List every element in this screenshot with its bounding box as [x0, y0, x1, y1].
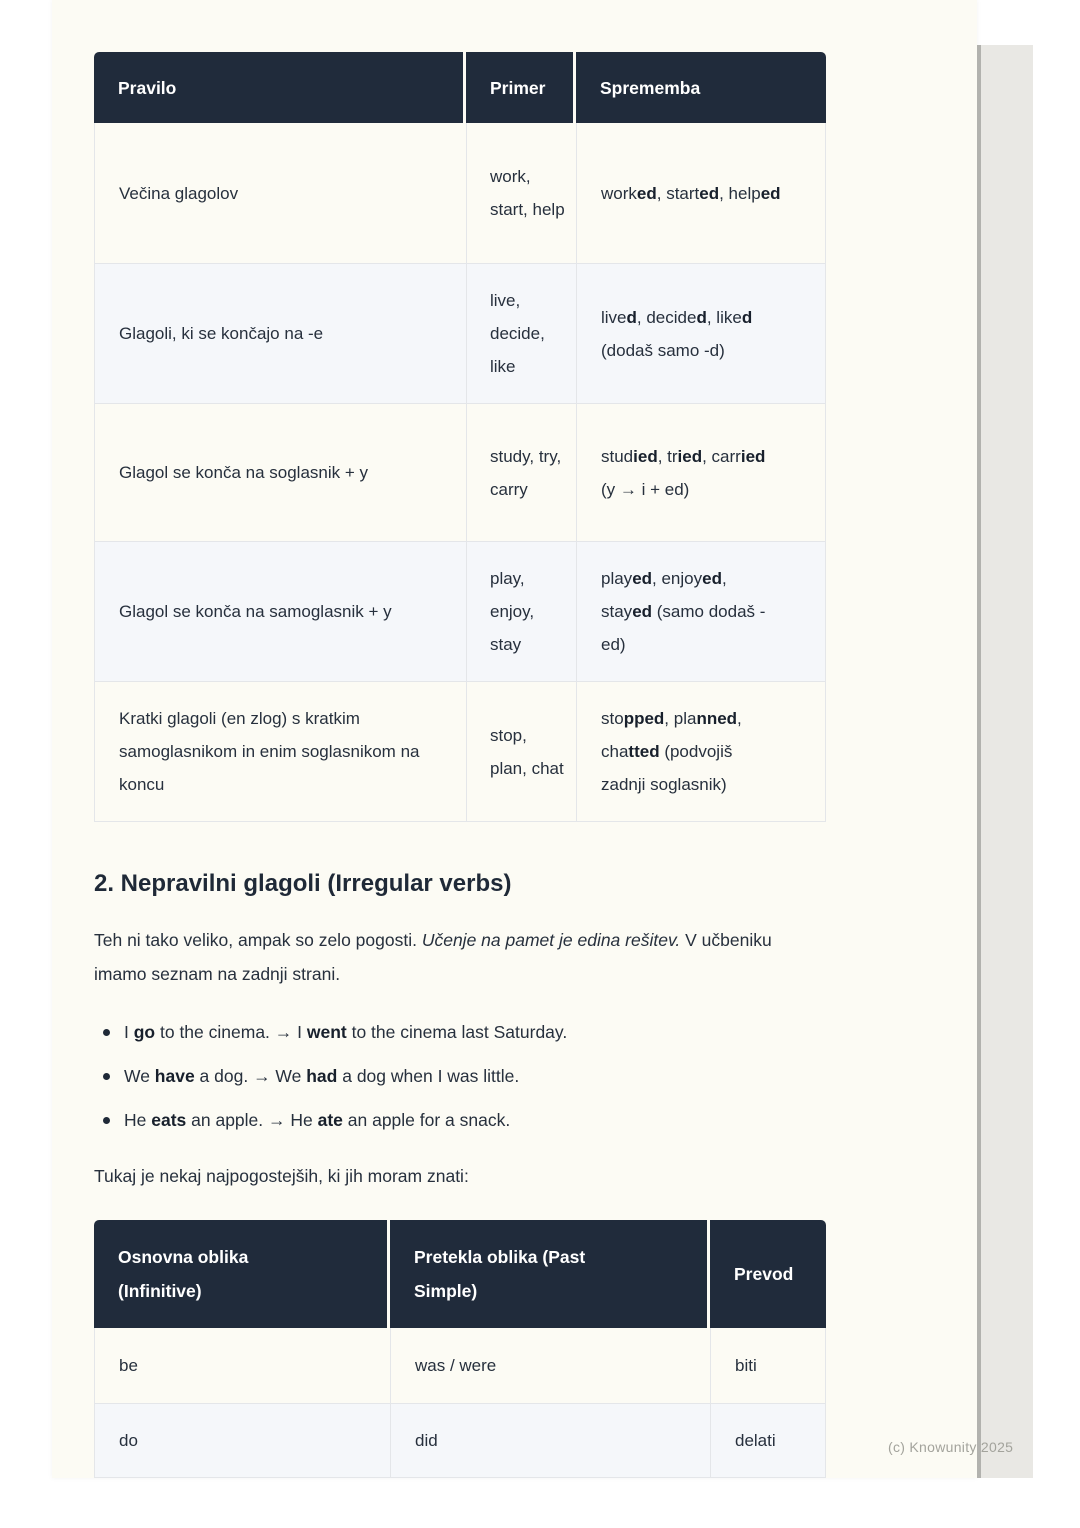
infinitive-cell: do — [95, 1404, 391, 1477]
translation-cell: delati — [735, 1431, 776, 1450]
list-item — [94, 1103, 826, 1137]
table-row — [95, 541, 825, 681]
scrollbar-track[interactable] — [977, 45, 1033, 1478]
page-content — [94, 52, 826, 1478]
rule-cell: Glagol se konča na samoglasnik + y — [95, 542, 467, 681]
intro-paragraph: Teh ni tako veliko, ampak so zelo pogosti. Učenje na pamet je edina rešitev. V učbeniku imamo seznam na zadnji strani. — [94, 930, 772, 984]
example-sentence: He eats an apple. → He ate an apple for a snack. — [124, 1110, 511, 1130]
example-cell: stop, plan, chat — [467, 682, 577, 821]
bullet-icon — [103, 1073, 110, 1080]
change-cell: played, enjoyed, stayed (samo dodaš -ed) — [601, 569, 766, 654]
infinitive-cell: be — [95, 1328, 391, 1403]
rule-cell: Glagoli, ki se končajo na -e — [95, 264, 467, 403]
table-row — [95, 123, 825, 263]
rules-table — [94, 52, 826, 822]
table-row — [95, 403, 825, 541]
change-cell: stopped, planned, chatted (podvojiš zadnji soglasnik) — [601, 709, 742, 794]
past-cell: was / were — [391, 1328, 711, 1403]
table-row — [95, 1328, 825, 1403]
column-header-infinitive: Osnovna oblika (Infinitive) — [94, 1220, 390, 1328]
example-sentence-list — [94, 1015, 826, 1137]
change-cell: worked, started, helped — [601, 183, 781, 203]
table-row — [95, 681, 825, 821]
example-cell: work, start, help — [467, 123, 577, 263]
verbs-table-body — [94, 1328, 826, 1478]
example-cell: play, enjoy, stay — [467, 542, 577, 681]
rule-cell: Glagol se konča na soglasnik + y — [95, 404, 467, 541]
example-cell: live, decide, like — [467, 264, 577, 403]
verbs-table — [94, 1220, 826, 1478]
rule-cell: Kratki glagoli (en zlog) s kratkim samoglasnikom in enim soglasnikom na koncu — [95, 682, 467, 821]
example-sentence: I go to the cinema. → I went to the cinema last Saturday. — [124, 1022, 568, 1042]
column-header-prevod: Prevod — [710, 1220, 826, 1328]
lead-out-paragraph: Tukaj je nekaj najpogostejših, ki jih moram znati: — [94, 1166, 469, 1186]
list-item — [94, 1059, 826, 1093]
watermark-text: (c) Knowunity 2025 — [888, 1439, 1014, 1455]
rules-table-body — [94, 123, 826, 822]
column-header-sprememba: Sprememba — [576, 52, 826, 123]
verbs-table-header-row — [94, 1220, 826, 1328]
section-heading: 2. Nepravilni glagoli (Irregular verbs) — [94, 870, 512, 897]
rule-cell: Večina glagolov — [95, 123, 467, 263]
table-row — [95, 1403, 825, 1477]
column-header-past-simple: Pretekla oblika (Past Simple) — [390, 1220, 710, 1328]
list-item — [94, 1015, 826, 1049]
change-cell: lived, decided, liked (dodaš samo -d) — [601, 307, 753, 360]
translation-cell: biti — [735, 1356, 757, 1375]
document-page — [52, 0, 977, 1478]
change-cell: studied, tried, carried (y → i + ed) — [601, 446, 766, 499]
example-sentence: We have a dog. → We had a dog when I was little. — [124, 1066, 520, 1086]
table-row — [95, 263, 825, 403]
bullet-icon — [103, 1117, 110, 1124]
example-cell: study, try, carry — [467, 404, 577, 541]
bullet-icon — [103, 1029, 110, 1036]
column-header-primer: Primer — [466, 52, 576, 123]
column-header-pravilo: Pravilo — [94, 52, 466, 123]
past-cell: did — [391, 1404, 711, 1477]
rules-table-header-row — [94, 52, 826, 123]
table-row-clipped — [95, 1477, 825, 1478]
